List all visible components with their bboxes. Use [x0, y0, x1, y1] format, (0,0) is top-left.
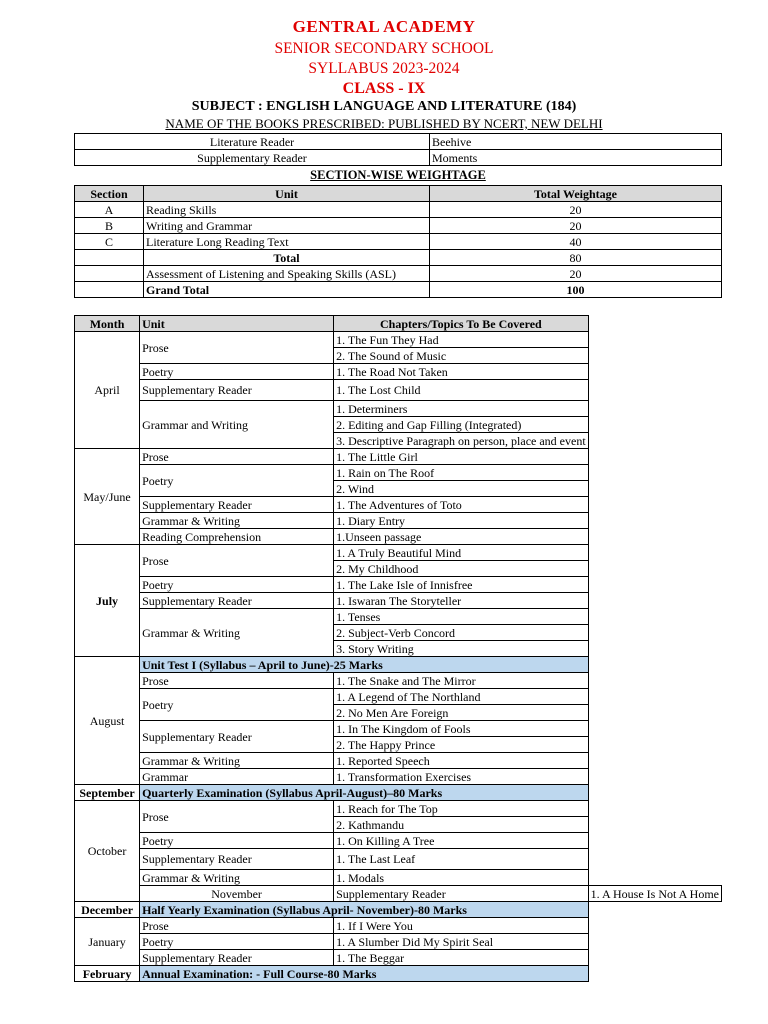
topic-cell: 2. Kathmandu — [334, 817, 589, 833]
table-row — [75, 934, 722, 950]
unit-cell: Grammar — [140, 769, 334, 785]
topic-cell: 2. No Men Are Foreign — [334, 705, 589, 721]
topic-cell: 1. The Last Leaf — [334, 849, 589, 870]
column-header: Section — [75, 186, 144, 202]
unit-cell: Prose — [140, 545, 334, 577]
grand-total-value: 100 — [430, 282, 722, 298]
topic-cell: 1. The Lake Isle of Innisfree — [334, 577, 589, 593]
table-row — [75, 401, 722, 417]
table-row — [75, 529, 722, 545]
exam-banner: Unit Test I (Syllabus – April to June)-25 Marks — [140, 657, 589, 673]
unit-cell: Prose — [140, 332, 334, 364]
unit-cell: Supplementary Reader — [140, 380, 334, 401]
monthly-plan-table — [74, 315, 722, 982]
unit-cell: Assessment of Listening and Speaking Skills (ASL) — [144, 266, 430, 282]
topic-cell: 2. Wind — [334, 481, 589, 497]
month-cell: January — [75, 918, 140, 966]
weight-cell: 80 — [430, 250, 722, 266]
table-row — [75, 202, 722, 218]
unit-cell: Prose — [140, 801, 334, 833]
table-row — [75, 577, 722, 593]
table-row — [75, 150, 722, 166]
column-header: Month — [75, 316, 140, 332]
topic-cell: 1. A Slumber Did My Spirit Seal — [334, 934, 589, 950]
topic-cell: 1. The Beggar — [334, 950, 589, 966]
table-row — [75, 282, 722, 298]
topic-cell: 1. The Little Girl — [334, 449, 589, 465]
unit-cell: Reading Comprehension — [140, 529, 334, 545]
topic-cell: 1.Unseen passage — [334, 529, 589, 545]
table-row — [75, 380, 722, 401]
topic-cell: 3. Descriptive Paragraph on person, place and event — [334, 433, 589, 449]
table-row — [75, 918, 722, 934]
unit-cell: Supplementary Reader — [140, 497, 334, 513]
weight-cell: 20 — [430, 266, 722, 282]
weightage-title: SECTION-WISE WEIGHTAGE — [310, 168, 486, 182]
topic-cell: 1. On Killing A Tree — [334, 833, 589, 849]
weight-cell: 40 — [430, 234, 722, 250]
topic-cell: 1. Determiners — [334, 401, 589, 417]
grand-total-label: Grand Total — [144, 282, 430, 298]
unit-cell: Supplementary Reader — [140, 950, 334, 966]
exam-banner: Quarterly Examination (Syllabus April-August)–80 Marks — [140, 785, 589, 801]
month-cell: February — [75, 966, 140, 982]
unit-cell: Poetry — [140, 465, 334, 497]
table-header-row — [75, 186, 722, 202]
table-row — [75, 364, 722, 380]
unit-cell: Poetry — [140, 934, 334, 950]
table-row — [75, 465, 722, 481]
book-label: Supplementary Reader — [75, 150, 430, 166]
table-row — [75, 769, 722, 785]
column-header: Chapters/Topics To Be Covered — [334, 316, 589, 332]
unit-cell: Supplementary Reader — [140, 593, 334, 609]
table-row — [75, 849, 722, 870]
table-row — [75, 721, 722, 737]
weight-cell: 20 — [430, 218, 722, 234]
book-label: Literature Reader — [75, 134, 430, 150]
topic-cell: 3. Story Writing — [334, 641, 589, 657]
table-row — [75, 218, 722, 234]
section-cell: A — [75, 202, 144, 218]
section-cell — [75, 250, 144, 266]
book-value: Moments — [430, 150, 722, 166]
column-header: Unit — [140, 316, 334, 332]
unit-cell: Supplementary Reader — [140, 849, 334, 870]
exam-row — [75, 785, 722, 801]
topic-cell: 1. Tenses — [334, 609, 589, 625]
school-level: SENIOR SECONDARY SCHOOL — [274, 40, 494, 57]
column-header: Total Weightage — [430, 186, 722, 202]
topic-cell: 1. Diary Entry — [334, 513, 589, 529]
month-cell: April — [75, 332, 140, 449]
table-row — [75, 870, 722, 886]
unit-cell: Supplementary Reader — [334, 886, 589, 902]
unit-cell: Poetry — [140, 364, 334, 380]
month-cell: November — [140, 886, 334, 902]
table-row — [75, 134, 722, 150]
book-value: Beehive — [430, 134, 722, 150]
section-cell — [75, 266, 144, 282]
table-row — [75, 234, 722, 250]
table-row — [75, 753, 722, 769]
section-cell: B — [75, 218, 144, 234]
topic-cell: 1. Modals — [334, 870, 589, 886]
topic-cell: 1. A Legend of The Northland — [334, 689, 589, 705]
unit-cell: Grammar & Writing — [140, 609, 334, 657]
syllabus-year: SYLLABUS 2023-2024 — [308, 60, 460, 77]
table-row — [75, 833, 722, 849]
subject-title: SUBJECT : ENGLISH LANGUAGE AND LITERATURE (184) — [191, 99, 577, 114]
topic-cell: 1. The Snake and The Mirror — [334, 673, 589, 689]
topic-cell: 1. Rain on The Roof — [334, 465, 589, 481]
column-header: Unit — [144, 186, 430, 202]
table-row — [75, 449, 722, 465]
table-row — [75, 266, 722, 282]
topic-cell: 2. The Happy Prince — [334, 737, 589, 753]
topic-cell: 1. A House Is Not A Home — [588, 886, 721, 902]
topic-cell: 2. Editing and Gap Filling (Integrated) — [334, 417, 589, 433]
total-label: Total — [144, 250, 430, 266]
table-row — [75, 250, 722, 266]
month-cell: May/June — [75, 449, 140, 545]
weightage-table — [74, 185, 722, 298]
books-line: NAME OF THE BOOKS PRESCRIBED: PUBLISHED BY NCERT, NEW DELHI — [165, 116, 603, 131]
unit-cell: Grammar & Writing — [140, 753, 334, 769]
table-row — [75, 497, 722, 513]
topic-cell: 1. In The Kingdom of Fools — [334, 721, 589, 737]
month-cell: October — [75, 801, 140, 902]
unit-cell: Writing and Grammar — [144, 218, 430, 234]
exam-row — [75, 657, 722, 673]
topic-cell: 2. Subject-Verb Concord — [334, 625, 589, 641]
month-cell: December — [75, 902, 140, 918]
section-cell: C — [75, 234, 144, 250]
unit-cell: Poetry — [140, 833, 334, 849]
unit-cell: Grammar & Writing — [140, 870, 334, 886]
table-row — [75, 332, 722, 348]
unit-cell: Poetry — [140, 577, 334, 593]
month-cell: August — [75, 657, 140, 785]
unit-cell: Prose — [140, 673, 334, 689]
school-name: GENTRAL ACADEMY — [292, 17, 476, 36]
exam-row — [75, 902, 722, 918]
topic-cell: 1. The Road Not Taken — [334, 364, 589, 380]
exam-banner: Half Yearly Examination (Syllabus April- November)-80 Marks — [140, 902, 589, 918]
topic-cell: 1. Reach for The Top — [334, 801, 589, 817]
unit-cell: Literature Long Reading Text — [144, 234, 430, 250]
table-row — [75, 545, 722, 561]
topic-cell: 1. The Fun They Had — [334, 332, 589, 348]
unit-cell: Grammar and Writing — [140, 401, 334, 449]
topic-cell: 1. If I Were You — [334, 918, 589, 934]
topic-cell: 2. The Sound of Music — [334, 348, 589, 364]
topic-cell: 1. The Adventures of Toto — [334, 497, 589, 513]
books-table — [74, 133, 722, 166]
table-row — [75, 801, 722, 817]
table-row — [75, 950, 722, 966]
unit-cell: Reading Skills — [144, 202, 430, 218]
table-row — [75, 886, 722, 902]
table-row — [75, 609, 722, 625]
topic-cell: 1. Transformation Exercises — [334, 769, 589, 785]
class-title: CLASS - IX — [342, 80, 426, 97]
unit-cell: Grammar & Writing — [140, 513, 334, 529]
topic-cell: 1. Reported Speech — [334, 753, 589, 769]
month-cell: July — [75, 545, 140, 657]
table-header-row — [75, 316, 722, 332]
topic-cell: 1. The Lost Child — [334, 380, 589, 401]
table-row — [75, 513, 722, 529]
exam-row — [75, 966, 722, 982]
topic-cell: 1. A Truly Beautiful Mind — [334, 545, 589, 561]
topic-cell: 2. My Childhood — [334, 561, 589, 577]
unit-cell: Prose — [140, 449, 334, 465]
unit-cell: Prose — [140, 918, 334, 934]
month-cell: September — [75, 785, 140, 801]
topic-cell: 1. Iswaran The Storyteller — [334, 593, 589, 609]
table-row — [75, 689, 722, 705]
section-cell — [75, 282, 144, 298]
exam-banner: Annual Examination: - Full Course-80 Marks — [140, 966, 589, 982]
table-row — [75, 593, 722, 609]
table-row — [75, 673, 722, 689]
unit-cell: Supplementary Reader — [140, 721, 334, 753]
weight-cell: 20 — [430, 202, 722, 218]
unit-cell: Poetry — [140, 689, 334, 721]
